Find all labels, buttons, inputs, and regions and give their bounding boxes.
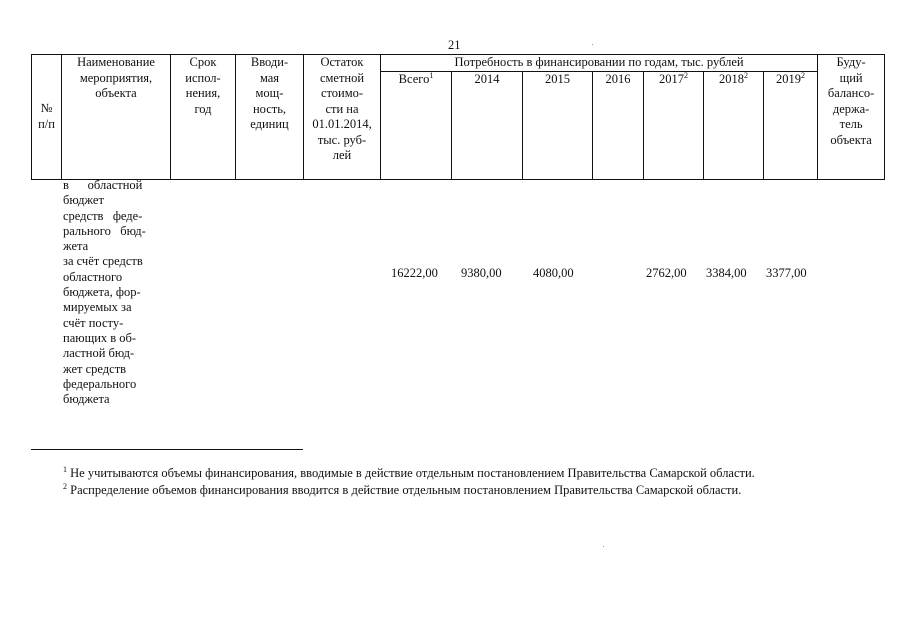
col-header-name: Наименование мероприятия, объекта [62, 55, 171, 180]
row-description-line: средств феде- [63, 208, 143, 223]
col-header-capacity: Вводи- мая мощ- ность, единиц [236, 55, 304, 180]
year-header-2014: 2014 [452, 71, 523, 179]
col-header-remainder: Остаток сметной стоимо- сти на 01.01.2014, тыс. руб- лей [304, 55, 381, 180]
row-description-line: жета [63, 239, 89, 254]
year-header-total: Всего$^1$ [381, 71, 452, 179]
scan-speck [592, 44, 593, 45]
value-2015: 4080,00 [533, 266, 574, 280]
col-header-num: № п/п [32, 55, 62, 180]
value-2018: 3384,00 [706, 266, 747, 280]
row-description-line: за счёт средств [63, 254, 143, 269]
col-header-term: Срок испол- нения, год [171, 55, 236, 180]
year-header-2019: 2019$^2$ [764, 71, 818, 179]
year-header-2016: 2016 [593, 71, 644, 179]
year-header-2018: 2018$^2$ [704, 71, 764, 179]
value-2019: 3377,00 [766, 266, 807, 280]
footnote-1-mark: 1 [63, 464, 67, 474]
row-description-line: областного бюджета, фор- мируемых за счёт посту- пающих в об- ластной бюд- жет средств федерального бюджета [63, 269, 141, 407]
scan-speck [603, 546, 604, 547]
year-header-2015: 2015 [523, 71, 593, 179]
row-description-line: в областной [63, 178, 143, 192]
footnote-2 [31, 482, 884, 499]
page-number: 21 [448, 38, 461, 52]
footnote-rule [31, 449, 303, 450]
header-table [31, 54, 885, 180]
row-description-line: бюджет [63, 193, 104, 208]
footnote-1 [31, 465, 884, 482]
footnote-2-mark: 2 [63, 481, 67, 491]
value-total: 16222,00 [391, 266, 438, 280]
col-header-holder: Буду- щий балансо- держа- тель объекта [818, 55, 885, 180]
row-description-line: рального бюд- [63, 223, 146, 238]
footnotes [31, 465, 884, 499]
footnote-2-text: Распределение объемов финансирования вводится в действие отдельным постановлением Правительства Самарской области. [67, 483, 742, 497]
col-header-need: Потребность в финансировании по годам, тыс. рублей [381, 55, 818, 72]
value-2014: 9380,00 [461, 266, 502, 280]
row-description [63, 178, 171, 407]
footnote-1-text: Не учитываются объемы финансирования, вводимые в действие отдельным постановлением Правительства Самарской области. [67, 466, 755, 480]
value-2017: 2762,00 [646, 266, 687, 280]
year-header-2017: 2017$^2$ [644, 71, 704, 179]
